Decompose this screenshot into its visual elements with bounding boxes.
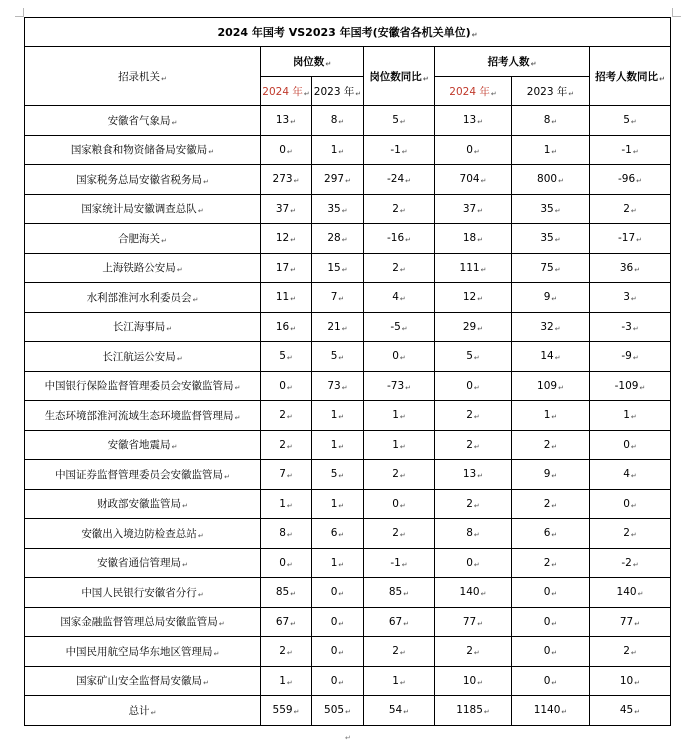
cell-positions-yoy: -16↵ [364,224,435,254]
cell-applicants-2024: 77↵ [435,607,512,637]
cell-applicants-2023: 0↵ [512,578,590,608]
table-row [25,371,671,401]
header-positions-2023: 2023 年↵ [312,77,364,106]
cell-positions-2024: 1↵ [261,489,312,519]
cell-positions-2023: 0↵ [312,666,364,696]
cell-applicants-2024: 0↵ [435,135,512,165]
cell-agency: 总计↵ [25,696,261,726]
cell-applicants-2023: 8↵ [512,106,590,136]
cell-agency: 安徽省通信管理局↵ [25,548,261,578]
cell-positions-2023: 5↵ [312,342,364,372]
cell-agency: 长江航运公安局↵ [25,342,261,372]
cell-positions-yoy: 5↵ [364,106,435,136]
cell-applicants-2024: 2↵ [435,637,512,667]
cell-positions-2024: 12↵ [261,224,312,254]
cell-positions-yoy: 1↵ [364,666,435,696]
cell-applicants-2023: 6↵ [512,519,590,549]
cell-applicants-2024: 140↵ [435,578,512,608]
cell-positions-2024: 7↵ [261,460,312,490]
cell-positions-2024: 273↵ [261,165,312,195]
table-row [25,194,671,224]
cell-positions-yoy: 2↵ [364,253,435,283]
cell-applicants-yoy: 1↵ [590,401,671,431]
cell-applicants-yoy: -3↵ [590,312,671,342]
cell-positions-2023: 21↵ [312,312,364,342]
cell-positions-yoy: 1↵ [364,430,435,460]
table-row [25,607,671,637]
cell-positions-2024: 0↵ [261,371,312,401]
cell-positions-2024: 11↵ [261,283,312,313]
cell-agency: 国家统计局安徽调查总队↵ [25,194,261,224]
cell-positions-2023: 15↵ [312,253,364,283]
cell-applicants-yoy: -17↵ [590,224,671,254]
cell-positions-2024: 2↵ [261,430,312,460]
table-row [25,224,671,254]
cell-positions-2024: 17↵ [261,253,312,283]
cell-positions-yoy: 2↵ [364,460,435,490]
cell-positions-yoy: -1↵ [364,135,435,165]
cell-agency: 安徽省地震局↵ [25,430,261,460]
cell-applicants-2024: 5↵ [435,342,512,372]
cell-positions-2024: 559↵ [261,696,312,726]
cell-positions-2024: 0↵ [261,548,312,578]
cell-applicants-2023: 9↵ [512,460,590,490]
cell-positions-yoy: -73↵ [364,371,435,401]
cell-agency: 上海铁路公安局↵ [25,253,261,283]
cell-applicants-yoy: 0↵ [590,489,671,519]
cell-positions-yoy: 54↵ [364,696,435,726]
table-row [25,253,671,283]
page-corner-mark [672,8,681,17]
table-row [25,666,671,696]
cell-applicants-2023: 2↵ [512,430,590,460]
header-positions-yoy: 岗位数同比↵ [364,47,435,106]
cell-positions-2023: 7↵ [312,283,364,313]
cell-positions-2023: 28↵ [312,224,364,254]
cell-positions-2023: 1↵ [312,135,364,165]
cell-agency: 长江海事局↵ [25,312,261,342]
cell-applicants-yoy: -2↵ [590,548,671,578]
cell-applicants-yoy: 2↵ [590,194,671,224]
cell-positions-2024: 5↵ [261,342,312,372]
cell-applicants-2023: 1↵ [512,135,590,165]
cell-applicants-2024: 0↵ [435,548,512,578]
cell-positions-yoy: -1↵ [364,548,435,578]
cell-applicants-yoy: -9↵ [590,342,671,372]
cell-applicants-yoy: 140↵ [590,578,671,608]
cell-positions-yoy: -24↵ [364,165,435,195]
table-row [25,489,671,519]
cell-positions-2023: 1↵ [312,401,364,431]
cell-positions-2024: 85↵ [261,578,312,608]
cell-applicants-2023: 0↵ [512,666,590,696]
cell-agency: 国家粮食和物资储备局安徽局↵ [25,135,261,165]
cell-applicants-yoy: 5↵ [590,106,671,136]
header-applicants-2023: 2023 年↵ [512,77,590,106]
cell-positions-2024: 0↵ [261,135,312,165]
cell-applicants-2023: 2↵ [512,548,590,578]
cell-applicants-2023: 109↵ [512,371,590,401]
cell-applicants-2023: 9↵ [512,283,590,313]
cell-positions-2024: 16↵ [261,312,312,342]
cell-agency: 安徽省气象局↵ [25,106,261,136]
cell-applicants-yoy: 10↵ [590,666,671,696]
cell-applicants-2023: 0↵ [512,607,590,637]
cell-applicants-2023: 35↵ [512,194,590,224]
cell-applicants-2024: 12↵ [435,283,512,313]
header-positions: 岗位数↵ [261,47,364,77]
cell-applicants-2024: 111↵ [435,253,512,283]
cell-positions-2023: 1↵ [312,430,364,460]
cell-positions-yoy: 85↵ [364,578,435,608]
cell-positions-2023: 6↵ [312,519,364,549]
cell-applicants-yoy: 3↵ [590,283,671,313]
cell-agency: 合肥海关↵ [25,224,261,254]
cell-applicants-2024: 704↵ [435,165,512,195]
cell-agency: 中国银行保险监督管理委员会安徽监管局↵ [25,371,261,401]
cell-agency: 财政部安徽监管局↵ [25,489,261,519]
cell-agency: 生态环境部淮河流域生态环境监督管理局↵ [25,401,261,431]
table-row [25,430,671,460]
cell-positions-2023: 505↵ [312,696,364,726]
cell-applicants-2024: 13↵ [435,106,512,136]
cell-applicants-2024: 37↵ [435,194,512,224]
cell-applicants-yoy: 36↵ [590,253,671,283]
cell-positions-2024: 67↵ [261,607,312,637]
cell-applicants-yoy: 2↵ [590,637,671,667]
cell-applicants-2024: 18↵ [435,224,512,254]
cell-applicants-yoy: 77↵ [590,607,671,637]
cell-applicants-2023: 2↵ [512,489,590,519]
cell-positions-2023: 5↵ [312,460,364,490]
cell-positions-yoy: 4↵ [364,283,435,313]
cell-applicants-2023: 14↵ [512,342,590,372]
cell-positions-2023: 0↵ [312,578,364,608]
cell-positions-yoy: 0↵ [364,489,435,519]
cell-applicants-2023: 0↵ [512,637,590,667]
cell-applicants-yoy: 45↵ [590,696,671,726]
cell-positions-2023: 297↵ [312,165,364,195]
cell-applicants-yoy: -109↵ [590,371,671,401]
cell-positions-2024: 37↵ [261,194,312,224]
cell-applicants-2024: 10↵ [435,666,512,696]
cell-positions-2023: 73↵ [312,371,364,401]
cell-positions-2023: 35↵ [312,194,364,224]
header-applicants-yoy: 招考人数同比↵ [590,47,671,106]
cell-applicants-yoy: -96↵ [590,165,671,195]
cell-agency: 国家矿山安全监督局安徽局↵ [25,666,261,696]
cell-positions-2023: 1↵ [312,489,364,519]
cell-positions-2024: 1↵ [261,666,312,696]
cell-applicants-2023: 35↵ [512,224,590,254]
header-positions-2024: 2024 年↵ [261,77,312,106]
cell-positions-2024: 13↵ [261,106,312,136]
table-row [25,283,671,313]
cell-applicants-2024: 29↵ [435,312,512,342]
cell-agency: 国家金融监督管理总局安徽监管局↵ [25,607,261,637]
table-row [25,312,671,342]
header-applicants-2024: 2024 年↵ [435,77,512,106]
cell-applicants-yoy: 4↵ [590,460,671,490]
cell-applicants-2023: 1↵ [512,401,590,431]
cell-positions-2024: 2↵ [261,637,312,667]
table-title: 2024 年国考 VS2023 年国考(安徽省各机关单位)↵ [25,18,671,47]
table-row [25,135,671,165]
cell-positions-yoy: 2↵ [364,519,435,549]
cell-agency: 国家税务总局安徽省税务局↵ [25,165,261,195]
table-row [25,519,671,549]
page-corner-mark [15,8,24,17]
cell-applicants-2023: 75↵ [512,253,590,283]
cell-applicants-2024: 2↵ [435,489,512,519]
header-applicants: 招考人数↵ [435,47,590,77]
table-row [25,548,671,578]
table-row [25,106,671,136]
cell-positions-yoy: 1↵ [364,401,435,431]
cell-applicants-2023: 32↵ [512,312,590,342]
cell-positions-yoy: 0↵ [364,342,435,372]
cell-applicants-2024: 1185↵ [435,696,512,726]
cell-applicants-2024: 2↵ [435,401,512,431]
cell-positions-2024: 8↵ [261,519,312,549]
table-row [25,578,671,608]
cell-positions-2023: 1↵ [312,548,364,578]
cell-applicants-2024: 2↵ [435,430,512,460]
cell-agency: 水利部淮河水利委员会↵ [25,283,261,313]
table-row [25,401,671,431]
cell-agency: 中国人民银行安徽省分行↵ [25,578,261,608]
cell-positions-2023: 8↵ [312,106,364,136]
cell-positions-yoy: 2↵ [364,637,435,667]
cell-applicants-yoy: -1↵ [590,135,671,165]
cell-positions-yoy: -5↵ [364,312,435,342]
cell-applicants-2024: 8↵ [435,519,512,549]
cell-positions-yoy: 2↵ [364,194,435,224]
cell-applicants-yoy: 2↵ [590,519,671,549]
paragraph-mark: ↵ [345,734,351,742]
cell-agency: 中国民用航空局华东地区管理局↵ [25,637,261,667]
table-row [25,696,671,726]
cell-applicants-2023: 800↵ [512,165,590,195]
cell-positions-2024: 2↵ [261,401,312,431]
cell-applicants-yoy: 0↵ [590,430,671,460]
header-agency: 招录机关↵ [25,47,261,106]
comparison-table [24,17,671,726]
cell-positions-yoy: 67↵ [364,607,435,637]
cell-positions-2023: 0↵ [312,637,364,667]
table-row [25,342,671,372]
cell-positions-2023: 0↵ [312,607,364,637]
table-row [25,460,671,490]
table-row [25,637,671,667]
cell-applicants-2024: 13↵ [435,460,512,490]
cell-applicants-2024: 0↵ [435,371,512,401]
table-row [25,165,671,195]
cell-agency: 中国证券监督管理委员会安徽监管局↵ [25,460,261,490]
cell-agency: 安徽出入境边防检查总站↵ [25,519,261,549]
cell-applicants-2023: 1140↵ [512,696,590,726]
